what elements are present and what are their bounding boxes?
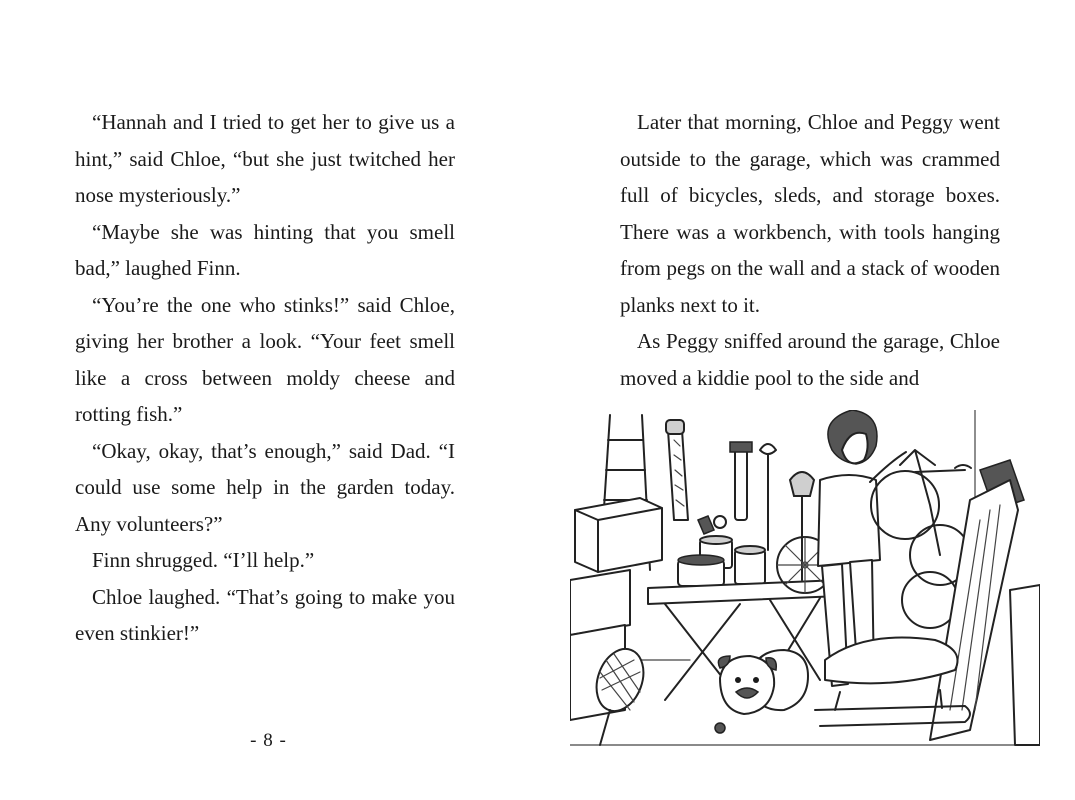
paragraph: “Maybe she was hinting that you smell bad,” laughed Finn. [75,219,455,280]
saw-icon [666,420,688,520]
paragraph: As Peggy sniffed around the garage, Chloe moved a kiddie pool to the side and [620,329,1000,390]
paragraph: Finn shrugged. “I’ll help.” [92,548,315,572]
wooden-planks [930,480,1040,745]
paragraph: “Okay, okay, that’s enough,” said Dad. “I could use some help in the garden today. Any volunteers?” [75,438,455,536]
paragraph: “You’re the one who stinks!” said Chloe, giving her brother a look. “Your feet smell like a cross between moldy cheese and rotting fish.” [75,292,455,426]
left-page-text [75,104,455,652]
right-page [537,0,1075,800]
right-page-text [620,104,1000,396]
left-page [0,0,537,800]
paragraph: “Hannah and I tried to get her to give us a hint,” said Chloe, “but she just twitched her nose mysteriously.” [75,110,455,207]
peggy-pug [715,650,808,733]
paint-cans [678,536,765,586]
garage-illustration [570,410,1040,750]
page-number: - 8 - [250,730,287,751]
paragraph: Chloe laughed. “That’s going to make you even stinkier!” [75,584,455,645]
paragraph: Later that morning, Chloe and Peggy went outside to the garage, which was crammed full of bicycles, sleds, and storage boxes. There was a workbench, with tools hanging from pegs on the wall and a stack of wooden planks next to it. [620,110,1000,317]
